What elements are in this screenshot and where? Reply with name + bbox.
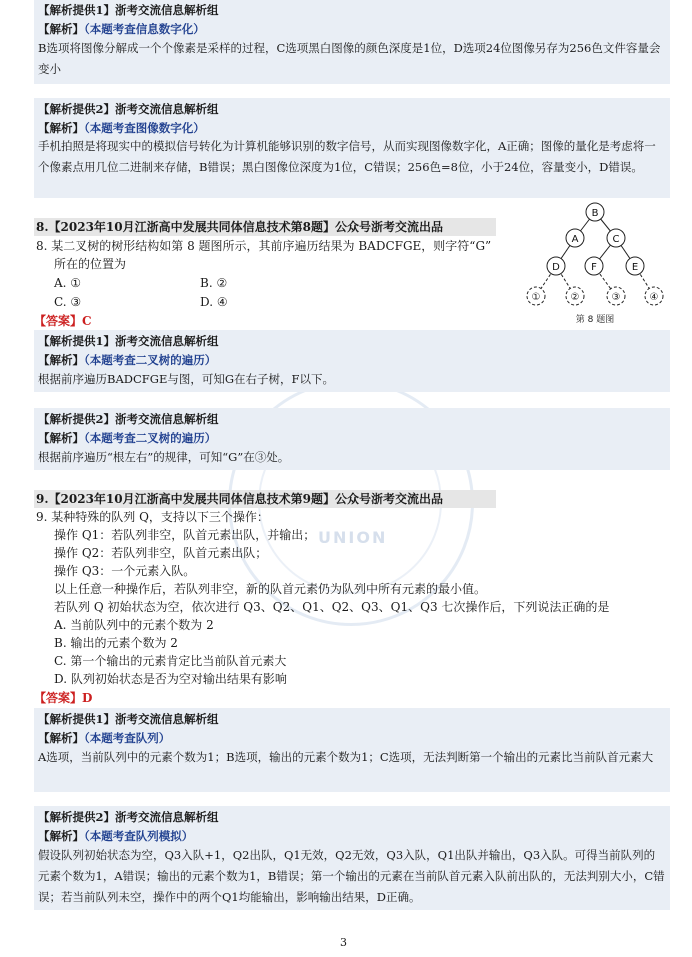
analysis-body: 根据前序遍历BADCFGE与图，可知G在右子树，F以下。 <box>38 372 334 386</box>
analysis-label: 【解析】 <box>38 431 84 445</box>
question-8-stem-line2: 所在的位置为 <box>54 257 127 271</box>
operation-q2: 操作 Q2：若队列非空，队首元素出队； <box>54 546 268 560</box>
answer-label: 【答案】 <box>34 691 83 705</box>
answer-line <box>34 690 92 707</box>
analysis-label-line <box>38 730 170 746</box>
operation-q1: 操作 Q1：若队列非空，队首元素出队，并输出； <box>54 528 316 542</box>
option-d: D. 队列初始状态是否为空对输出结果有影响 <box>54 672 287 686</box>
tree-node-label: F <box>591 262 597 273</box>
analysis-topic: （本题考查图像数字化） <box>84 121 205 135</box>
analysis-label-line <box>38 120 205 136</box>
binary-tree-figure <box>520 198 670 326</box>
analysis-label: 【解析】 <box>38 121 84 135</box>
option-d: D. ④ <box>200 295 228 309</box>
option-b: B. 输出的元素个数为 2 <box>54 636 178 650</box>
analysis-title: 【解析提供2】浙考交流信息解析组 <box>38 810 219 824</box>
tree-node-label: C <box>612 234 620 245</box>
tree-node-label: E <box>631 262 639 273</box>
operation-q3: 操作 Q3：一个元素入队。 <box>54 564 196 578</box>
question-8-stem-line1: 8. 某二叉树的树形结构如第 8 题图所示，其前序遍历结果为 BADCFGE，则字符“G” <box>36 239 492 253</box>
analysis-body: A选项，当前队列中的元素个数为1；B选项，输出的元素个数为1；C选项，无法判断第一个输出的元素比当前队首元素大 <box>38 750 654 764</box>
watermark-text: UNION <box>318 528 388 547</box>
operation-rule: 以上任意一种操作后，若队列非空，新的队首元素仍为队列中所有元素的最小值。 <box>54 582 487 596</box>
analysis-label-line <box>38 352 216 368</box>
question-8-header: 8.【2023年10月江浙高中发展共同体信息技术第8题】公众号浙考交流出品 <box>34 218 496 236</box>
tree-node-label: B <box>591 208 599 219</box>
analysis-title: 【解析提供2】浙考交流信息解析组 <box>38 412 219 426</box>
tree-slot-label: ④ <box>649 292 659 303</box>
analysis-label: 【解析】 <box>38 353 84 367</box>
analysis-title: 【解析提供1】浙考交流信息解析组 <box>38 3 219 17</box>
answer-value: D <box>82 691 93 705</box>
analysis-label: 【解析】 <box>38 829 84 843</box>
option-c: C. ③ <box>54 295 82 309</box>
option-c: C. 第一个输出的元素肯定比当前队首元素大 <box>54 654 287 668</box>
analysis-label-line <box>38 21 205 37</box>
page-number: 3 <box>340 936 347 949</box>
analysis-body: 手机拍照是将现实中的模拟信号转化为计算机能够识别的数字信号，从而实现图像数字化，A正确；图像的量化是考虑将一个像素点用几位二进制来存储，B错误；黑白图像位深度为1位，C错误；256色=8位，小于24位，容量变小，D错误。 <box>38 139 656 174</box>
analysis-label: 【解析】 <box>38 22 84 36</box>
analysis-title: 【解析提供1】浙考交流信息解析组 <box>38 334 219 348</box>
option-a: A. ① <box>54 276 82 290</box>
question-9-stem: 9. 某种特殊的队列 Q，支持以下三个操作： <box>36 510 269 524</box>
analysis-topic: （本题考查队列） <box>84 731 171 745</box>
analysis-topic: （本题考查二叉树的遍历） <box>84 431 217 445</box>
analysis-topic: （本题考查队列模拟） <box>84 829 194 843</box>
analysis-topic: （本题考查二叉树的遍历） <box>84 353 217 367</box>
option-a: A. 当前队列中的元素个数为 2 <box>54 618 214 632</box>
analysis-title: 【解析提供2】浙考交流信息解析组 <box>38 102 219 116</box>
question-9-header: 9.【2023年10月江浙高中发展共同体信息技术第9题】公众号浙考交流出品 <box>34 490 496 508</box>
analysis-body: 根据前序遍历“根左右”的规律，可知“G”在③处。 <box>38 450 290 464</box>
question-9-prompt: 若队列 Q 初始状态为空，依次进行 Q3、Q2、Q1、Q2、Q3、Q1、Q3 七次操作后，下列说法正确的是 <box>54 600 610 614</box>
analysis-label: 【解析】 <box>38 731 84 745</box>
tree-slot-label: ③ <box>611 292 621 303</box>
analysis-body: B选项将图像分解成一个个像素是采样的过程，C选项黑白图像的颜色深度是1位，D选项24位图像另存为256色文件容量会变小 <box>38 41 661 76</box>
tree-node-label: A <box>571 234 579 245</box>
option-b: B. ② <box>200 276 228 290</box>
analysis-title: 【解析提供1】浙考交流信息解析组 <box>38 712 219 726</box>
tree-slot-label: ① <box>531 292 541 303</box>
analysis-body: 假设队列初始状态为空，Q3入队+1，Q2出队，Q1无效，Q2无效，Q3入队，Q1出队并输出，Q3入队。可得当前队列的元素个数为1，A错误；输出的元素个数为1，B错误；第一个输出的元素在当前队首元素入队前出队的，无法判别大小，C错误；若当前队列未空，操作中的两个Q1均能输出，影响输出结果，D正确。 <box>38 848 665 904</box>
analysis-topic: （本题考查信息数字化） <box>84 22 205 36</box>
tree-slot-label: ② <box>570 292 580 303</box>
analysis-label-line <box>38 828 193 844</box>
tree-node-label: D <box>552 262 560 273</box>
analysis-label-line <box>38 430 216 446</box>
figure-caption: 第 8 题图 <box>575 315 615 325</box>
answer-line <box>34 313 92 330</box>
answer-value: C <box>82 314 92 328</box>
answer-label: 【答案】 <box>34 314 83 328</box>
